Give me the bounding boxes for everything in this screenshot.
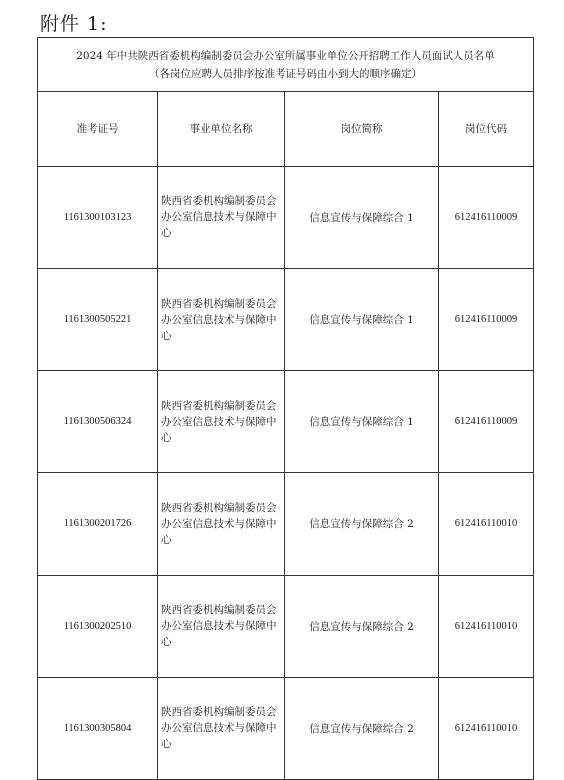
header-exam-no: 准考证号 xyxy=(38,92,158,167)
exam-no-cell: 1161300305804 xyxy=(38,677,158,779)
unit-name-cell: 陕西省委机构编制委员会办公室信息技术与保障中心 xyxy=(158,575,285,677)
document-title xyxy=(38,38,534,92)
unit-name-cell: 陕西省委机构编制委员会办公室信息技术与保障中心 xyxy=(158,371,285,473)
exam-no-cell: 1161300103123 xyxy=(38,166,158,268)
header-row xyxy=(38,92,534,167)
interview-list-table xyxy=(37,37,534,780)
exam-no-cell: 1161300505221 xyxy=(38,268,158,370)
title-line-2: （各岗位应聘人员排序按准考证号码由小到大的顺序确定） xyxy=(149,67,422,80)
title-row xyxy=(38,38,534,92)
title-line-1: 2024 年中共陕西省委机构编制委员会办公室所属事业单位公开招聘工作人员面试人员名单 xyxy=(76,49,495,62)
table-row xyxy=(38,268,534,370)
header-post-code: 岗位代码 xyxy=(439,92,534,167)
post-name-cell: 信息宣传与保障综合 1 xyxy=(285,166,439,268)
post-code-cell: 612416110009 xyxy=(439,268,534,370)
header-unit-name: 事业单位名称 xyxy=(158,92,285,167)
post-code-cell: 612416110010 xyxy=(439,575,534,677)
table-row xyxy=(38,371,534,473)
unit-name-cell: 陕西省委机构编制委员会办公室信息技术与保障中心 xyxy=(158,166,285,268)
exam-no-cell: 1161300201726 xyxy=(38,473,158,575)
exam-no-cell: 1161300202510 xyxy=(38,575,158,677)
header-post-name: 岗位简称 xyxy=(285,92,439,167)
post-name-cell: 信息宣传与保障综合 1 xyxy=(285,268,439,370)
table-row xyxy=(38,575,534,677)
post-code-cell: 612416110010 xyxy=(439,473,534,575)
post-name-cell: 信息宣传与保障综合 2 xyxy=(285,677,439,779)
attachment-label: 附件 1: xyxy=(40,13,108,35)
unit-name-cell: 陕西省委机构编制委员会办公室信息技术与保障中心 xyxy=(158,677,285,779)
unit-name-cell: 陕西省委机构编制委员会办公室信息技术与保障中心 xyxy=(158,268,285,370)
post-name-cell: 信息宣传与保障综合 1 xyxy=(285,371,439,473)
exam-no-cell: 1161300506324 xyxy=(38,371,158,473)
post-code-cell: 612416110010 xyxy=(439,677,534,779)
post-name-cell: 信息宣传与保障综合 2 xyxy=(285,473,439,575)
unit-name-cell: 陕西省委机构编制委员会办公室信息技术与保障中心 xyxy=(158,473,285,575)
post-name-cell: 信息宣传与保障综合 2 xyxy=(285,575,439,677)
post-code-cell: 612416110009 xyxy=(439,371,534,473)
post-code-cell: 612416110009 xyxy=(439,166,534,268)
table-row xyxy=(38,166,534,268)
table-row xyxy=(38,677,534,779)
table-row xyxy=(38,473,534,575)
